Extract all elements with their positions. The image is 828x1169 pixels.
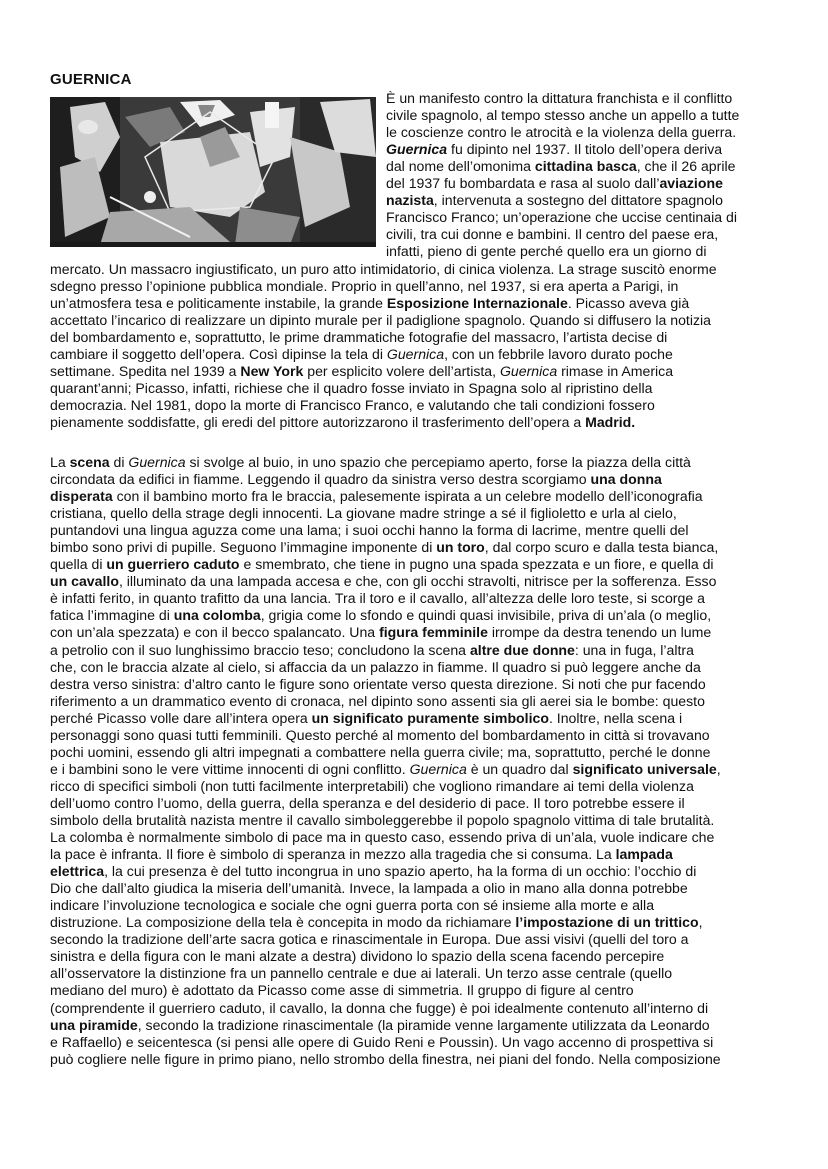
text-line bbox=[50, 846, 790, 863]
text-run: le coscienze contro le atrocità e la violenza della guerra. bbox=[386, 124, 737, 141]
text-run: del bombardamento e, soprattutto, le prime drammatiche fotografie del massacro, l’artista decise di bbox=[50, 329, 668, 346]
text-run: , bbox=[698, 914, 703, 931]
text-run: che, con le braccia alzate al cielo, si affaccia da un palazzo in fiamme. Il quadro si può leggere anche da bbox=[50, 658, 701, 675]
text-line bbox=[50, 659, 790, 676]
text-run: dal nome dell’omonima bbox=[386, 158, 535, 175]
italic-text: Guernica bbox=[409, 760, 467, 777]
bold-text: una colomba bbox=[173, 607, 261, 624]
bold-text: altre due donne bbox=[469, 641, 575, 658]
bold-text: un guerriero caduto bbox=[106, 556, 240, 573]
text-run: è infatti ferito, in quanto trafitto da una lancia. Tra il toro e il cavallo, all’altezza delle loro teste, si scorge a bbox=[50, 590, 705, 607]
text-run: a petrolio con il suo lunghissimo braccio teso; concludono la scena bbox=[50, 641, 470, 658]
text-run: sinistra e della figura con le mani alzate a destra) dividono lo spazio della scena facendo percepire bbox=[50, 948, 665, 965]
text-run: bimbo sono privi di pupille. Seguono l’immagine imponente di bbox=[50, 539, 437, 556]
text-run: infatti, pieno di gente perché quello era un giorno di bbox=[386, 243, 707, 260]
text-run: civile spagnolo, al tempo stesso anche un appello a tutte bbox=[386, 107, 740, 124]
text-line bbox=[50, 295, 780, 312]
text-run: del 1937 fu bombardata e rasa al suolo dall’ bbox=[386, 175, 660, 192]
text-run: distruzione. La composizione della tela è concepita in modo da richiamare bbox=[50, 914, 516, 931]
text-line bbox=[50, 948, 790, 965]
text-line bbox=[50, 278, 780, 295]
scene-description-paragraph bbox=[50, 454, 790, 1068]
text-line bbox=[386, 226, 776, 243]
text-line bbox=[50, 346, 780, 363]
bold-text: Esposizione Internazionale bbox=[386, 295, 568, 312]
text-run: fatica l’immagine di bbox=[50, 607, 174, 624]
text-run: settimane. Spedita nel 1939 a bbox=[50, 363, 241, 380]
text-line bbox=[50, 693, 790, 710]
text-run: indicare l’involuzione tecnologica e sociale che ogni guerra porta con sé insieme alla morte e alla bbox=[50, 897, 655, 914]
text-line bbox=[50, 397, 780, 414]
text-line bbox=[50, 710, 790, 727]
intro-column-text bbox=[386, 90, 776, 260]
text-line bbox=[50, 880, 790, 897]
text-run: cambiare il soggetto dell’opera. Così dipinse la tela di bbox=[50, 346, 387, 363]
text-run: la pace è infranta. Il fiore è simbolo di speranza in mezzo alla tragedia che si consuma. La bbox=[50, 846, 616, 863]
text-line bbox=[50, 607, 790, 624]
text-run: È un manifesto contro la dittatura franchista e il conflitto bbox=[386, 90, 733, 106]
text-line bbox=[50, 812, 790, 829]
text-run: con un’ala spezzata) e con il becco spalancato. Una bbox=[50, 624, 380, 641]
text-run: un’atmosfera tesa e politicamente instabile, la grande bbox=[50, 295, 387, 312]
italic-text: Guernica bbox=[128, 454, 186, 470]
bold-text: l’impostazione di un trittico bbox=[515, 914, 699, 931]
text-run: destra verso sinistra: d’altro canto le figure sono orientate verso questa direzione. Si noti che pur facendo bbox=[50, 675, 706, 692]
text-line bbox=[50, 676, 790, 693]
bold-text: elettrica bbox=[50, 863, 105, 880]
text-run: e i bambini sono le vere vittime innocenti di ogni conflitto. bbox=[50, 760, 410, 777]
bold-text: un cavallo bbox=[50, 573, 119, 590]
text-run: accettato l’incarico di realizzare un dipinto murale per il padiglione spagnolo. Quando si diffusero la notizia bbox=[50, 312, 711, 329]
text-run: democrazia. Nel 1981, dopo la morte di Francisco Franco, e valutando che tali condizioni fossero bbox=[50, 397, 655, 414]
bold-text: scena bbox=[69, 454, 110, 470]
text-line bbox=[50, 965, 790, 982]
text-run: con il bambino morto fra le braccia, palesemente ispirata a un celebre modello dell’iconografia bbox=[112, 488, 703, 505]
bold-text: disperata bbox=[50, 488, 113, 505]
text-run: per esplicito volere dell’artista, bbox=[303, 363, 500, 380]
bold-text: cittadina basca bbox=[534, 158, 637, 175]
text-line bbox=[50, 1051, 790, 1068]
text-line bbox=[50, 829, 790, 846]
text-run: , che il 26 aprile bbox=[636, 158, 736, 175]
bold-text: significato universale bbox=[572, 760, 717, 777]
text-run: fu dipinto nel 1937. Il titolo dell’opera deriva bbox=[447, 141, 723, 158]
italic-text: Guernica bbox=[499, 363, 558, 380]
text-run: perché Picasso volle dare all’intera opera bbox=[50, 709, 312, 726]
text-line bbox=[50, 727, 790, 744]
text-run: simbolo della brutalità nazista mentre il cavallo simboleggerebbe il popolo spagnolo vittima di tale brutalità. bbox=[50, 811, 715, 828]
text-run: . Inoltre, nella scena i bbox=[548, 709, 683, 726]
text-run: dell’uomo contro l’uomo, della guerra, della speranza e del desiderio di pace. Il toro potrebbe essere il bbox=[50, 794, 685, 811]
text-run: secondo la tradizione dell’arte sacra gotica e rinascimentale in Europa. Due assi visivi (quelli del toro a bbox=[50, 931, 689, 948]
text-run: di bbox=[109, 454, 129, 470]
text-run: mercato. Un massacro ingiustificato, un puro atto intimidatorio, di cinica violenza. La strage suscitò enorme bbox=[50, 261, 717, 277]
text-run: e Raffaello) e seicentesca (si pensi alle opere di Guido Reni e Poussin). Un vago accenno di prospettiva si bbox=[50, 1033, 714, 1050]
text-run: irrompe da destra tenendo un lume bbox=[487, 624, 712, 641]
text-line bbox=[50, 897, 790, 914]
text-run: : una in fuga, l’altra bbox=[574, 641, 694, 658]
text-line bbox=[50, 590, 790, 607]
text-line bbox=[50, 982, 790, 999]
text-run: , illuminato da una lampada accesa e che, con gli occhi stravolti, nitrisce per la sofferenza. Esso bbox=[118, 573, 717, 590]
text-line bbox=[50, 744, 790, 761]
bold-text: aviazione bbox=[659, 175, 723, 192]
text-line bbox=[386, 107, 776, 124]
text-line bbox=[50, 539, 790, 556]
text-run: Francisco Franco; un’operazione che uccise centinaia di bbox=[386, 209, 737, 226]
text-run: all’osservatore la distinzione fra un pannello centrale e due ai laterali. Un terzo asse centrale (quello bbox=[50, 965, 673, 982]
bold-text: un toro bbox=[436, 539, 485, 556]
text-line bbox=[50, 1017, 790, 1034]
text-line bbox=[50, 488, 790, 505]
bold-text: una donna bbox=[590, 471, 662, 488]
text-run: , con un febbrile lavoro durato poche bbox=[444, 346, 673, 363]
text-line bbox=[50, 931, 790, 948]
text-line bbox=[50, 642, 790, 659]
text-line bbox=[50, 1034, 790, 1051]
text-line bbox=[50, 624, 790, 641]
text-line bbox=[50, 505, 790, 522]
text-run: La colomba è normalmente simbolo di pace ma in questo caso, essendo priva di un’ala, vuole indicare che bbox=[50, 829, 715, 846]
italic-text: Guernica bbox=[386, 346, 445, 363]
text-run: circondata da edifici in fiamme. Leggendo il quadro da sinistra verso destra scorgiamo bbox=[50, 471, 591, 488]
text-line bbox=[50, 471, 790, 488]
document-title: GUERNICA bbox=[50, 71, 132, 88]
text-run: personaggi sono quasi tutti femminili. Questo perché al momento del bombardamento in città si trovavano bbox=[50, 726, 710, 743]
text-line bbox=[50, 454, 790, 471]
text-run: riferimento a un drammatico evento di cronaca, nel dipinto sono assenti sia gli aerei sia le bombe: questo bbox=[50, 692, 705, 709]
text-line bbox=[386, 158, 776, 175]
bold-text: New York bbox=[240, 363, 304, 380]
text-line bbox=[386, 141, 776, 158]
text-run: mediano del muro) è adottato da Picasso come asse di simmetria. Il gruppo di figure al centro bbox=[50, 982, 634, 999]
text-run: e smembrato, che tiene in pugno una spada spezzata e un fiore, e quella di bbox=[239, 556, 714, 573]
text-run: , secondo la tradizione rinascimentale (la piramide venne largamente utilizzata da Leonardo bbox=[137, 1016, 710, 1033]
guernica-painting-image bbox=[50, 97, 376, 247]
text-run: sdegno presso l’opinione pubblica mondiale. Proprio in quell’anno, nel 1937, si era aperta a Parigi, in bbox=[50, 278, 679, 295]
text-line bbox=[50, 329, 780, 346]
text-run: , bbox=[716, 760, 721, 777]
text-line bbox=[50, 573, 790, 590]
text-line bbox=[50, 795, 790, 812]
text-line bbox=[50, 863, 790, 880]
text-run: , dal corpo scuro e dalla testa bianca, bbox=[484, 539, 719, 556]
text-line bbox=[386, 124, 776, 141]
text-run: civili, tra cui donne e bambini. Il centro del paese era, bbox=[386, 226, 719, 243]
text-run: puntandovi una lingua aguzza come una lama; i suoi occhi hanno la forma di lacrime, mentre quelli del bbox=[50, 522, 689, 539]
text-run: rimase in America bbox=[557, 363, 674, 380]
text-line bbox=[386, 175, 776, 192]
text-run: quella di bbox=[50, 556, 107, 573]
text-run: quarant’anni; Picasso, infatti, richiese che il quadro fosse inviato in Spagna solo al ripristino della bbox=[50, 380, 653, 397]
bold-text: un significato puramente simbolico bbox=[311, 709, 549, 726]
bold-text: figura femminile bbox=[379, 624, 488, 641]
text-run: , la cui presenza è del tutto incongrua in uno spazio aperto, ha la forma di un occhio: l’occhio di bbox=[104, 863, 697, 880]
text-line bbox=[50, 914, 790, 931]
text-line bbox=[50, 312, 780, 329]
bold-text: una piramide bbox=[50, 1016, 138, 1033]
text-run: cristiana, quello della strage degli innocenti. La giovane madre stringe a sé il figlioletto e urla al cielo, bbox=[50, 505, 677, 522]
text-line bbox=[50, 261, 780, 278]
text-line bbox=[386, 90, 776, 107]
intro-continued-paragraph bbox=[50, 261, 780, 431]
bold-text: Guernica bbox=[386, 141, 448, 158]
text-line bbox=[50, 522, 790, 539]
text-run: è un quadro dal bbox=[466, 760, 573, 777]
text-run: , grigia come lo sfondo e quindi quasi invisibile, priva di un’ala (o meglio, bbox=[260, 607, 712, 624]
text-run: Dio che dall’alto giudica la miseria dell’umanità. Invece, la lampada a olio in mano alla donna potrebbe bbox=[50, 880, 688, 897]
text-line bbox=[50, 778, 790, 795]
bold-text: nazista bbox=[386, 192, 434, 209]
text-run: pienamente soddisfatte, gli eredi del pittore autorizzarono il trasferimento dell’opera a bbox=[50, 414, 586, 431]
painting-illustration bbox=[50, 97, 376, 247]
text-line bbox=[386, 243, 776, 260]
text-run: pochi uomini, essendo gli altri impegnati a combattere nella guerra civile; ma, soprattutto, perché le donne bbox=[50, 743, 711, 760]
text-run: (comprendente il guerriero caduto, il cavallo, la donna che fugge) è poi idealmente contenuto all’interno di bbox=[50, 999, 709, 1016]
text-line bbox=[386, 209, 776, 226]
bold-text: lampada bbox=[615, 846, 673, 863]
text-line bbox=[50, 380, 780, 397]
text-line bbox=[50, 414, 780, 431]
text-run: , intervenuta a sostegno del dittatore spagnolo bbox=[433, 192, 723, 209]
text-line bbox=[50, 1000, 790, 1017]
text-run: La bbox=[50, 454, 70, 470]
text-line bbox=[50, 363, 780, 380]
text-line bbox=[50, 761, 790, 778]
text-line bbox=[50, 556, 790, 573]
text-run: può cogliere nelle figure in primo piano, nello strombo della finestra, nei piani del fondo. Nella composizione bbox=[50, 1050, 721, 1067]
text-run: si svolge al buio, in uno spazio che percepiamo aperto, forse la piazza della città bbox=[185, 454, 691, 470]
bold-text: Madrid. bbox=[585, 414, 636, 431]
text-run: . Picasso aveva già bbox=[567, 295, 690, 312]
text-run: ricco di specifici simboli (non tutti facilmente interpretabili) che vogliono rimandare ai temi della violenza bbox=[50, 777, 694, 794]
text-line bbox=[386, 192, 776, 209]
